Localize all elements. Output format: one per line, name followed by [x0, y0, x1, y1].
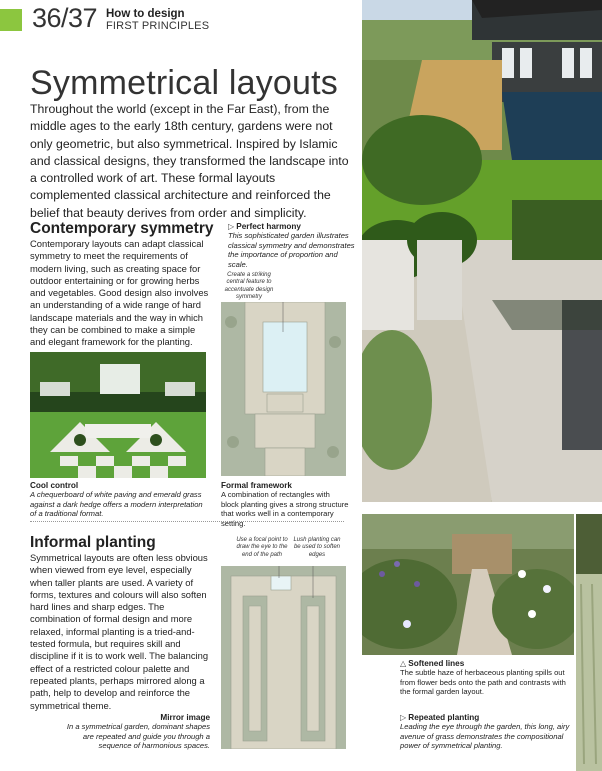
- mirror-image-plan: [221, 566, 346, 749]
- caption-repeated-planting-title-text: Repeated planting: [408, 713, 480, 722]
- caption-perfect-harmony-body: This sophisticated garden illustrates classical symmetry and demonstrates the importance of proportion and scale.: [228, 231, 355, 269]
- contemporary-heading: Contemporary symmetry: [30, 220, 214, 237]
- caption-softened-lines: [400, 659, 572, 697]
- caption-formal-framework-body: A combination of rectangles with block planting gives a strong structure that works well in a contemporary setting.: [221, 490, 349, 528]
- section-label: [106, 8, 209, 32]
- caption-mirror-image-body: In a symmetrical garden, dominant shapes are repeated and guide you through a sequence of harmonious spaces.: [66, 722, 210, 751]
- informal-heading: Informal planting: [30, 534, 156, 551]
- caption-cool-control: [30, 481, 208, 519]
- section-divider: [30, 521, 344, 522]
- right-triangle-icon: ▷: [400, 713, 407, 722]
- caption-softened-lines-title: [400, 659, 572, 668]
- repeated-planting-photo: [576, 514, 602, 771]
- section-title: How to design: [106, 8, 185, 20]
- caption-perfect-harmony-title-text: Perfect harmony: [236, 222, 301, 231]
- hero-garden-photo: [362, 0, 602, 502]
- contemporary-body: Contemporary layouts can adapt classical symmetry to meet the requirements of modern living, such as creating space for outdoor entertaining or for growing herbs and vegetables. Good design also involves an understanding of a wide range of hard landscape materials and the way in which they can be combined to make a simple and elegant framework for the planting.: [30, 238, 209, 348]
- caption-repeated-planting-title: [400, 713, 572, 722]
- caption-softened-lines-body: The subtle haze of herbaceous planting spills out from flower beds onto the path and contrasts with the formal garden layout.: [400, 668, 566, 697]
- section-color-tab: [0, 9, 22, 31]
- annotation-focal-point: Use a focal point to draw the eye to the end of the path: [236, 537, 288, 558]
- annotation-lush-planting: Lush planting can be used to soften edges: [293, 537, 341, 558]
- caption-perfect-harmony: [228, 222, 356, 269]
- caption-perfect-harmony-title: [228, 222, 356, 231]
- caption-repeated-planting-body: Leading the eye through the garden, this long, airy avenue of grass demonstrates the compositional power of symmetrical planting.: [400, 722, 570, 751]
- caption-softened-lines-title-text: Softened lines: [408, 659, 465, 668]
- caption-cool-control-body: A chequerboard of white paving and emerald grass against a dark hedge offers a modern interpretation of a traditional format.: [30, 490, 203, 519]
- annotation-focal-feature: Create a striking central feature to accentuate design symmetry: [224, 272, 274, 301]
- softened-lines-photo: [362, 514, 574, 655]
- caption-cool-control-title: Cool control: [30, 481, 79, 490]
- page-numbers: 36/37: [32, 3, 98, 33]
- page-title: Symmetrical layouts: [30, 64, 338, 102]
- section-subtitle: FIRST PRINCIPLES: [106, 20, 210, 32]
- caption-mirror-image: [60, 713, 210, 751]
- right-triangle-icon: ▷: [228, 222, 235, 231]
- caption-repeated-planting: [400, 713, 572, 751]
- caption-mirror-image-title: Mirror image: [160, 713, 210, 722]
- up-triangle-icon: △: [400, 659, 407, 668]
- intro-paragraph: Throughout the world (except in the Far East), from the middle ages to the early 18th century, gardens were not only geometric, but also symmetrical. Inspired by Islamic and classical designs, they transformed the landscape into a controlled work of art. These formal layouts complemented classical architecture and reinforced the belief that beauty derives from order and simplicity.: [30, 102, 349, 220]
- informal-body: Symmetrical layouts are often less obvious when viewed from eye level, especially when taller plants are used. A variety of forms, textures and colours will also soften hard lines and sharp edges. The combination of formal design and more relaxed, informal planting is a tried-and-tested formula, but requires skill and discipline if it is to work well. The balancing effect of a restricted colour palette and repeated plants, perhaps mirrored along a path, help to develop and reinforce the symmetrical theme.: [30, 552, 209, 711]
- caption-formal-framework-title: Formal framework: [221, 481, 292, 490]
- formal-framework-plan: [221, 302, 346, 476]
- cool-control-photo: [30, 352, 206, 478]
